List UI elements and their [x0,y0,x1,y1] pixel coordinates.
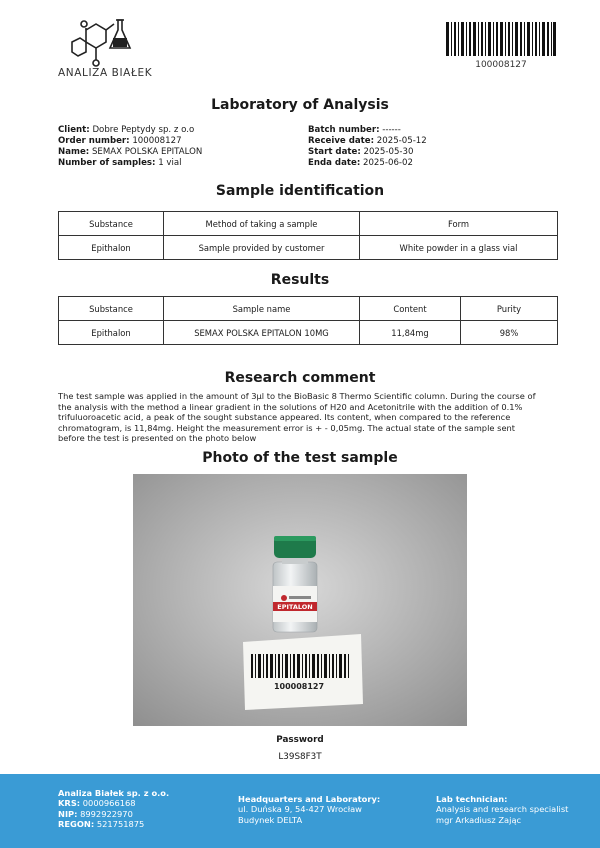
table-cell: Epithalon [59,236,164,260]
barcode-top [446,22,556,56]
footer-hq-building: Budynek DELTA [238,814,303,825]
meta-number-of-samples: Number of samples: 1 vial [58,158,182,168]
vial-label-text: EPITALON [277,603,313,611]
footer-regon: 521751875 [96,819,145,830]
table-row [59,321,558,345]
barcode-number: 100008127 [475,60,527,70]
footer [0,774,600,848]
meta-client: Client: Dobre Peptydy sp. z o.o [58,125,195,135]
table-header-cell: Purity [461,297,558,321]
table-header-row [59,297,558,321]
footer-tech-role: Analysis and research specialist [436,804,569,815]
footer-tech-title: Lab technician: [436,794,508,804]
meta-batch-number: Batch number: ------ [308,125,401,135]
meta-end-date: Enda date: 2025-06-02 [308,158,413,168]
table-cell: Epithalon [59,321,164,345]
table-header-cell: Substance [59,297,164,321]
footer-company: Analiza Białek sp. z o.o. KRS: 0000966168 NIP: 8992922970 REGON: 521751875 [58,788,170,830]
company-logo-text: ANALIZA BIAŁEK [58,67,153,79]
table-row [59,236,558,260]
molecule-flask-icon [58,14,168,74]
table-header-cell: Sample name [164,297,360,321]
table-cell: Sample provided by customer [164,236,360,260]
results-heading: Results [270,272,330,288]
table-header-cell: Method of taking a sample [164,212,360,236]
meta-right [308,125,427,169]
research-comment-heading: Research comment [224,370,376,386]
footer-hq-address: ul. Duńska 9, 54-427 Wrocław [238,804,362,815]
sample-identification-table [58,211,558,260]
meta-receive-date: Receive date: 2025-05-12 [308,136,427,146]
meta-start-date: Start date: 2025-05-30 [308,147,414,157]
meta-order-number: Order number: 100008127 [58,136,182,146]
test-sample-photo [133,474,467,726]
table-cell: 11,84mg [360,321,461,345]
meta-name: Name: SEMAX POLSKA EPITALON [58,147,203,157]
footer-tech-name: mgr Arkadiusz Zając [436,814,522,825]
table-header-cell: Form [360,212,558,236]
page-title: Laboratory of Analysis [211,97,389,113]
table-header-cell: Content [360,297,461,321]
table-cell: 98% [461,321,558,345]
footer-krs: 0000966168 [82,798,136,809]
results-table [58,296,558,345]
footer-nip: 8992922970 [80,808,133,819]
footer-hq [238,794,380,825]
sticker-number: 100008127 [273,682,325,691]
table-header-row [59,212,558,236]
footer-tech [436,794,568,825]
password-label: Password [276,735,324,745]
research-comment-text: The test sample was applied in the amount of 3µl to the BioBasic 8 Thermo Scientific column. During the course of the analysis with the method a linear gradient in the solutions of H20 and Acetonitrile with the addition of 0.1% trifuluoroacetic acid, a peak of the sought substance appeared. Its content, when compared to the reference chromatogram, is 11,84mg. Height the measurement error is + - 0,05mg. The actual state of the sample sent before the test is presented on the photo below [58,391,536,444]
footer-company-name: Analiza Białek sp. z o.o. [58,788,170,798]
vial-logo-icon [281,595,287,601]
meta-left [58,125,202,169]
password-value: L39S8F3T [278,752,322,762]
photo-heading: Photo of the test sample [202,450,398,466]
footer-hq-title: Headquarters and Laboratory: [238,794,381,804]
table-cell: White powder in a glass vial [360,236,558,260]
sample-identification-heading: Sample identification [215,183,385,199]
table-cell: SEMAX POLSKA EPITALON 10MG [164,321,360,345]
table-header-cell: Substance [59,212,164,236]
